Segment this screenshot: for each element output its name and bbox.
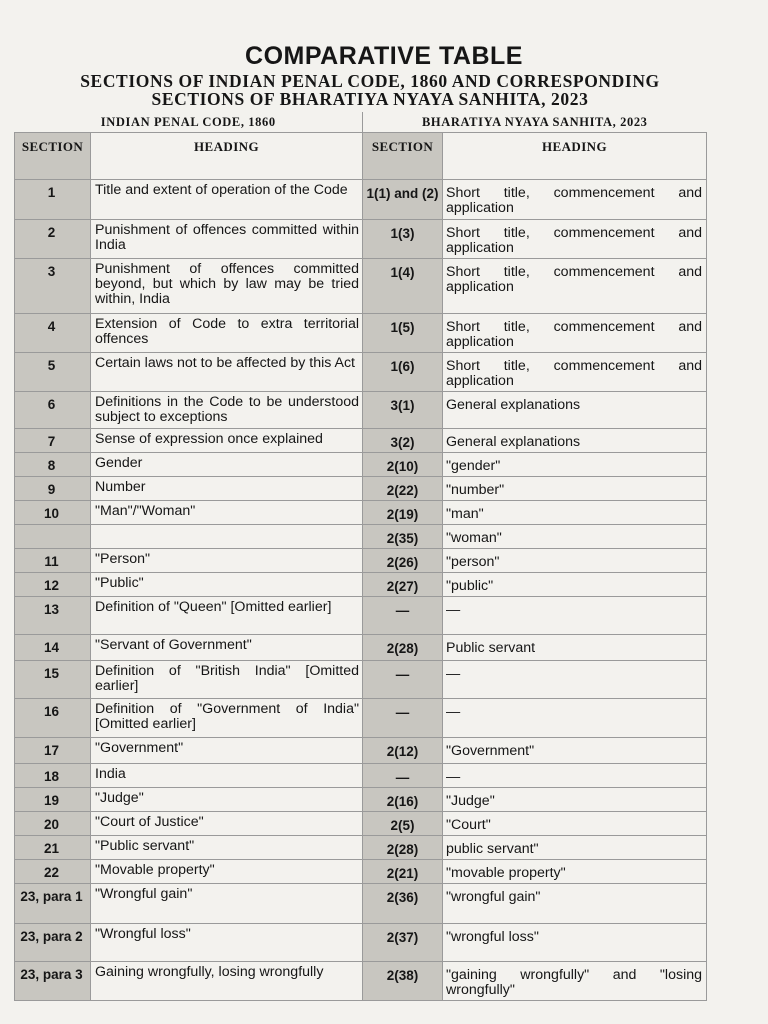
ipc-section-cell bbox=[15, 549, 91, 573]
bns-heading-text: "number" bbox=[446, 482, 505, 498]
bns-section-text: 2(38) bbox=[386, 968, 419, 983]
bns-heading-cell bbox=[443, 962, 707, 1001]
ipc-heading-cell bbox=[91, 699, 363, 738]
ipc-heading-text: "Court of Justice" bbox=[95, 814, 204, 830]
ipc-section-text: 3 bbox=[47, 264, 56, 279]
page-title: COMPARATIVE TABLE bbox=[245, 42, 523, 70]
bns-heading-cell bbox=[443, 788, 707, 812]
bns-act-label: BHARATIYA NYAYA SANHITA, 2023 bbox=[363, 112, 707, 133]
bns-heading-cell bbox=[443, 429, 707, 453]
bns-heading-text: "man" bbox=[446, 506, 484, 522]
ipc-heading-text: Certain laws not to be affected by this Act bbox=[95, 355, 355, 371]
bns-heading-text: Short title, commencement and application bbox=[446, 264, 703, 295]
ipc-section-cell bbox=[15, 812, 91, 836]
table-body bbox=[15, 180, 707, 1001]
bns-section-text: 1(5) bbox=[390, 320, 415, 335]
ipc-heading-text: Number bbox=[95, 479, 146, 495]
table-row bbox=[15, 573, 707, 597]
bns-section-cell bbox=[363, 738, 443, 764]
ipc-heading-cell bbox=[91, 453, 363, 477]
ipc-heading-cell bbox=[91, 525, 363, 549]
bns-section-text: — bbox=[395, 603, 410, 618]
bns-section-text: 1(3) bbox=[390, 226, 415, 241]
bns-heading-cell bbox=[443, 353, 707, 392]
bns-heading-text: "wrongful loss" bbox=[446, 929, 539, 945]
ipc-heading-text: "Person" bbox=[95, 551, 151, 567]
bns-heading-cell bbox=[443, 635, 707, 661]
bns-heading-text: Short title, commencement and application bbox=[446, 225, 703, 256]
ipc-section-text: 14 bbox=[43, 640, 60, 655]
ipc-section-cell bbox=[15, 220, 91, 259]
bns-heading-cell bbox=[443, 812, 707, 836]
bns-heading-cell bbox=[443, 549, 707, 573]
bns-heading-cell bbox=[443, 661, 707, 699]
ipc-heading-text: Gender bbox=[95, 455, 143, 471]
ipc-heading-text: "Judge" bbox=[95, 790, 144, 806]
ipc-section-cell bbox=[15, 597, 91, 635]
ipc-section-text: 16 bbox=[43, 704, 60, 719]
bns-section-text: 2(36) bbox=[386, 890, 419, 905]
ipc-section-cell bbox=[15, 764, 91, 788]
bns-heading-text: "Judge" bbox=[446, 793, 495, 809]
bns-section-cell bbox=[363, 549, 443, 573]
bns-section-cell bbox=[363, 453, 443, 477]
ipc-heading-text: Definition of "Government of India" [Omitted earlier] bbox=[95, 701, 359, 732]
bns-section-cell bbox=[363, 812, 443, 836]
ipc-heading-cell bbox=[91, 477, 363, 501]
bns-heading-text: General explanations bbox=[446, 434, 581, 450]
bns-section-text: 2(21) bbox=[386, 866, 419, 881]
bns-section-text: 2(16) bbox=[386, 794, 419, 809]
comparative-table bbox=[14, 112, 707, 1001]
ipc-section-cell bbox=[15, 699, 91, 738]
bns-section-text: 2(19) bbox=[386, 507, 419, 522]
table-row bbox=[15, 924, 707, 962]
ipc-section-cell bbox=[15, 573, 91, 597]
column-header-row bbox=[15, 133, 707, 180]
bns-heading-cell bbox=[443, 836, 707, 860]
bns-heading-text: — bbox=[446, 666, 461, 682]
bns-heading-cell bbox=[443, 924, 707, 962]
bns-section-text: 2(22) bbox=[386, 483, 419, 498]
bns-heading-cell bbox=[443, 453, 707, 477]
ipc-heading-cell bbox=[91, 635, 363, 661]
ipc-heading-cell bbox=[91, 314, 363, 353]
ipc-section-cell bbox=[15, 353, 91, 392]
bns-section-cell bbox=[363, 392, 443, 429]
bns-section-text: 1(4) bbox=[390, 265, 415, 280]
bns-section-cell bbox=[363, 661, 443, 699]
ipc-section-cell bbox=[15, 836, 91, 860]
subtitle-line-1: SECTIONS OF INDIAN PENAL CODE, 1860 AND CORRESPONDING bbox=[80, 71, 660, 91]
ipc-section-text: 13 bbox=[43, 602, 60, 617]
bns-section-text: — bbox=[395, 770, 410, 785]
bns-heading-cell bbox=[443, 597, 707, 635]
bns-section-text: 2(37) bbox=[386, 930, 419, 945]
ipc-heading-text: "Wrongful loss" bbox=[95, 926, 191, 942]
ipc-heading-cell bbox=[91, 884, 363, 924]
bns-heading-text: Short title, commencement and application bbox=[446, 358, 703, 389]
ipc-section-text: 5 bbox=[47, 358, 56, 373]
ipc-heading-text: Gaining wrongfully, losing wrongfully bbox=[95, 964, 324, 980]
ipc-heading-text: "Public" bbox=[95, 575, 144, 591]
ipc-heading-text: Definition of "British India" [Omitted earlier] bbox=[95, 663, 359, 694]
ipc-section-cell bbox=[15, 962, 91, 1001]
bns-heading-cell bbox=[443, 764, 707, 788]
ipc-heading-cell bbox=[91, 573, 363, 597]
table-row bbox=[15, 635, 707, 661]
ipc-section-text: 8 bbox=[47, 458, 56, 473]
bns-section-text: — bbox=[395, 667, 410, 682]
ipc-heading-text: "Public servant" bbox=[95, 838, 195, 854]
ipc-section-cell bbox=[15, 392, 91, 429]
ipc-heading-header: HEADING bbox=[91, 133, 363, 180]
table-row bbox=[15, 884, 707, 924]
bns-heading-cell bbox=[443, 699, 707, 738]
subtitle-line-2: SECTIONS OF BHARATIYA NYAYA SANHITA, 2023 bbox=[151, 89, 589, 109]
bns-section-text: 1(1) and (2) bbox=[366, 186, 439, 201]
table-row bbox=[15, 501, 707, 525]
table-row bbox=[15, 259, 707, 314]
ipc-heading-cell bbox=[91, 764, 363, 788]
ipc-section-cell bbox=[15, 501, 91, 525]
bns-heading-text: "Government" bbox=[446, 743, 535, 759]
bns-section-cell bbox=[363, 220, 443, 259]
table-row bbox=[15, 836, 707, 860]
bns-section-text: 3(1) bbox=[390, 398, 415, 413]
table-row bbox=[15, 812, 707, 836]
ipc-heading-cell bbox=[91, 661, 363, 699]
bns-heading-text: Public servant bbox=[446, 640, 536, 656]
table-row bbox=[15, 525, 707, 549]
table-row bbox=[15, 314, 707, 353]
ipc-heading-text: "Man"/"Woman" bbox=[95, 503, 196, 519]
table-row bbox=[15, 429, 707, 453]
ipc-section-text: 18 bbox=[43, 769, 60, 784]
bns-heading-text: — bbox=[446, 769, 461, 785]
ipc-section-cell bbox=[15, 259, 91, 314]
bns-section-text: 2(28) bbox=[386, 641, 419, 656]
ipc-heading-text: Title and extent of operation of the Code bbox=[95, 182, 348, 198]
ipc-heading-cell bbox=[91, 353, 363, 392]
bns-section-cell bbox=[363, 259, 443, 314]
ipc-heading-text: Punishment of offences committed beyond, but which by law may be tried within, India bbox=[95, 261, 359, 307]
ipc-heading-text: Definitions in the Code to be understood subject to exceptions bbox=[95, 394, 359, 425]
bns-section-cell bbox=[363, 860, 443, 884]
bns-section-cell bbox=[363, 477, 443, 501]
table-row bbox=[15, 962, 707, 1001]
ipc-act-label: INDIAN PENAL CODE, 1860 bbox=[15, 112, 363, 133]
ipc-heading-text: "Movable property" bbox=[95, 862, 215, 878]
bns-heading-cell bbox=[443, 501, 707, 525]
ipc-section-cell bbox=[15, 884, 91, 924]
ipc-heading-text: Extension of Code to extra territorial offences bbox=[95, 316, 359, 347]
bns-section-text: 2(26) bbox=[386, 555, 419, 570]
table-row bbox=[15, 661, 707, 699]
bns-heading-text: "gender" bbox=[446, 458, 501, 474]
bns-section-header: SECTION bbox=[363, 133, 443, 180]
ipc-section-text: 23, para 3 bbox=[20, 967, 83, 982]
table-row bbox=[15, 860, 707, 884]
ipc-section-text: 23, para 2 bbox=[20, 929, 83, 944]
ipc-heading-cell bbox=[91, 429, 363, 453]
act-header-row bbox=[15, 112, 707, 133]
bns-section-text: 2(10) bbox=[386, 459, 419, 474]
bns-section-cell bbox=[363, 924, 443, 962]
table-row bbox=[15, 764, 707, 788]
ipc-section-text: 19 bbox=[43, 793, 60, 808]
bns-section-cell bbox=[363, 788, 443, 812]
ipc-heading-text: "Servant of Government" bbox=[95, 637, 252, 653]
ipc-heading-cell bbox=[91, 259, 363, 314]
bns-heading-text: Short title, commencement and application bbox=[446, 319, 703, 350]
bns-heading-cell bbox=[443, 392, 707, 429]
comparative-table-wrapper bbox=[14, 112, 706, 1001]
bns-section-cell bbox=[363, 699, 443, 738]
bns-heading-cell bbox=[443, 477, 707, 501]
table-row bbox=[15, 738, 707, 764]
bns-section-cell bbox=[363, 962, 443, 1001]
bns-section-text: 1(6) bbox=[390, 359, 415, 374]
bns-heading-cell bbox=[443, 220, 707, 259]
bns-heading-text: "wrongful gain" bbox=[446, 889, 541, 905]
ipc-section-cell bbox=[15, 738, 91, 764]
bns-heading-cell bbox=[443, 259, 707, 314]
ipc-heading-text: India bbox=[95, 766, 126, 782]
ipc-section-cell bbox=[15, 661, 91, 699]
ipc-section-cell bbox=[15, 860, 91, 884]
bns-heading-text: General explanations bbox=[446, 397, 581, 413]
bns-section-text: — bbox=[395, 705, 410, 720]
bns-heading-cell bbox=[443, 525, 707, 549]
ipc-section-text: 7 bbox=[47, 434, 56, 449]
ipc-heading-cell bbox=[91, 962, 363, 1001]
table-row bbox=[15, 788, 707, 812]
ipc-heading-cell bbox=[91, 924, 363, 962]
ipc-heading-cell bbox=[91, 220, 363, 259]
ipc-section-text: 6 bbox=[47, 397, 56, 412]
bns-section-cell bbox=[363, 501, 443, 525]
ipc-section-text: 20 bbox=[43, 817, 60, 832]
bns-heading-text: "woman" bbox=[446, 530, 502, 546]
bns-section-cell bbox=[363, 180, 443, 220]
ipc-heading-text: Sense of expression once explained bbox=[95, 431, 323, 447]
ipc-section-cell bbox=[15, 180, 91, 220]
bns-heading-text: Short title, commencement and application bbox=[446, 185, 703, 216]
bns-section-text: 2(12) bbox=[386, 744, 419, 759]
bns-heading-text: public servant" bbox=[446, 841, 539, 857]
ipc-section-text: 4 bbox=[47, 319, 56, 334]
ipc-heading-cell bbox=[91, 549, 363, 573]
ipc-heading-cell bbox=[91, 788, 363, 812]
table-row bbox=[15, 220, 707, 259]
ipc-section-cell bbox=[15, 635, 91, 661]
table-row bbox=[15, 549, 707, 573]
ipc-heading-text: Definition of "Queen" [Omitted earlier] bbox=[95, 599, 332, 615]
bns-heading-text: "person" bbox=[446, 554, 500, 570]
ipc-heading-cell bbox=[91, 812, 363, 836]
bns-section-cell bbox=[363, 635, 443, 661]
bns-section-cell bbox=[363, 525, 443, 549]
ipc-heading-cell bbox=[91, 836, 363, 860]
table-row bbox=[15, 597, 707, 635]
ipc-heading-cell bbox=[91, 180, 363, 220]
bns-section-cell bbox=[363, 353, 443, 392]
table-row bbox=[15, 453, 707, 477]
ipc-section-text: 9 bbox=[47, 482, 56, 497]
bns-heading-cell bbox=[443, 573, 707, 597]
ipc-section-cell bbox=[15, 314, 91, 353]
ipc-section-text: 15 bbox=[43, 666, 60, 681]
ipc-section-text: 21 bbox=[43, 841, 60, 856]
bns-heading-cell bbox=[443, 738, 707, 764]
ipc-section-text: 17 bbox=[43, 743, 60, 758]
bns-heading-text: "Court" bbox=[446, 817, 491, 833]
ipc-section-cell bbox=[15, 788, 91, 812]
ipc-section-cell bbox=[15, 429, 91, 453]
bns-section-cell bbox=[363, 764, 443, 788]
bns-heading-text: — bbox=[446, 704, 461, 720]
bns-heading-cell bbox=[443, 180, 707, 220]
bns-section-text: 2(28) bbox=[386, 842, 419, 857]
bns-section-text: 3(2) bbox=[390, 435, 415, 450]
bns-section-text: 2(35) bbox=[386, 531, 419, 546]
bns-section-cell bbox=[363, 597, 443, 635]
bns-section-cell bbox=[363, 884, 443, 924]
table-row bbox=[15, 353, 707, 392]
bns-heading-text: "public" bbox=[446, 578, 494, 594]
ipc-section-text: 11 bbox=[44, 554, 59, 569]
table-row bbox=[15, 699, 707, 738]
bns-heading-text: "gaining wrongfully" and "losing wrongfully" bbox=[446, 967, 703, 998]
ipc-section-text: 23, para 1 bbox=[20, 889, 83, 904]
ipc-section-cell bbox=[15, 453, 91, 477]
bns-section-cell bbox=[363, 836, 443, 860]
ipc-heading-cell bbox=[91, 738, 363, 764]
table-row bbox=[15, 477, 707, 501]
ipc-section-text: 12 bbox=[43, 578, 60, 593]
ipc-section-cell bbox=[15, 525, 91, 549]
bns-heading-cell bbox=[443, 884, 707, 924]
ipc-section-cell bbox=[15, 924, 91, 962]
bns-section-cell bbox=[363, 573, 443, 597]
ipc-heading-text: Punishment of offences committed within India bbox=[95, 222, 359, 253]
ipc-heading-text: "Government" bbox=[95, 740, 184, 756]
ipc-section-cell bbox=[15, 477, 91, 501]
ipc-section-text: 10 bbox=[43, 506, 60, 521]
bns-heading-header: HEADING bbox=[443, 133, 707, 180]
ipc-section-header: SECTION bbox=[15, 133, 91, 180]
ipc-heading-cell bbox=[91, 392, 363, 429]
bns-heading-text: — bbox=[446, 602, 461, 618]
ipc-section-text: 2 bbox=[47, 225, 56, 240]
bns-section-cell bbox=[363, 314, 443, 353]
ipc-heading-text: "Wrongful gain" bbox=[95, 886, 193, 902]
table-row bbox=[15, 180, 707, 220]
ipc-section-text: 1 bbox=[47, 185, 56, 200]
ipc-heading-cell bbox=[91, 597, 363, 635]
bns-section-cell bbox=[363, 429, 443, 453]
ipc-section-text: 22 bbox=[43, 865, 60, 880]
bns-heading-text: "movable property" bbox=[446, 865, 566, 881]
ipc-heading-cell bbox=[91, 501, 363, 525]
bns-heading-cell bbox=[443, 314, 707, 353]
bns-heading-cell bbox=[443, 860, 707, 884]
ipc-heading-cell bbox=[91, 860, 363, 884]
bns-section-text: 2(5) bbox=[390, 818, 415, 833]
bns-section-text: 2(27) bbox=[386, 579, 419, 594]
table-row bbox=[15, 392, 707, 429]
